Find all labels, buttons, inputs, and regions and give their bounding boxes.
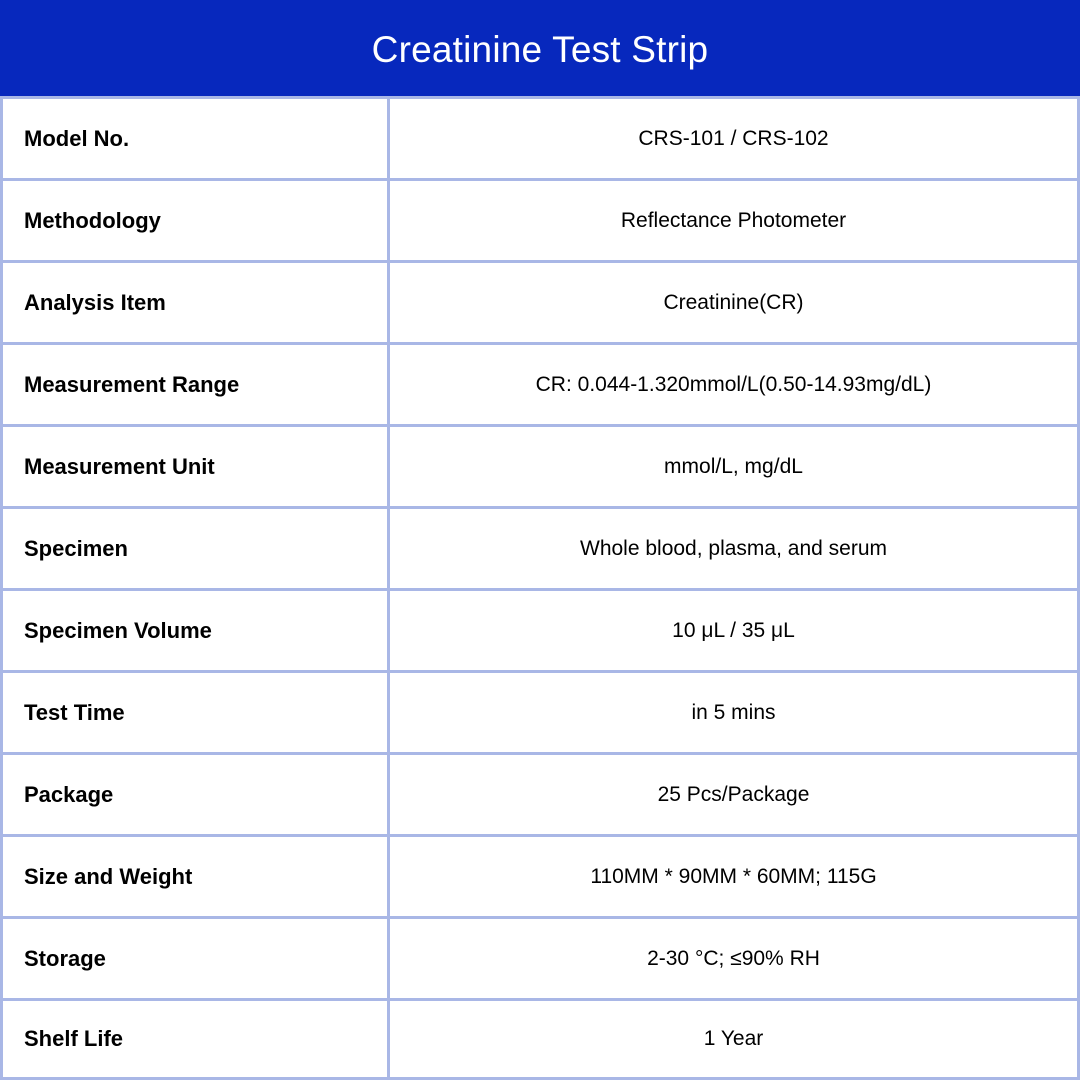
row-value: 10 μL / 35 μL <box>672 618 795 642</box>
table-row <box>3 178 1077 260</box>
row-value: CR: 0.044-1.320mmol/L(0.50-14.93mg/dL) <box>535 372 932 396</box>
row-value: Whole blood, plasma, and serum <box>580 536 887 560</box>
row-value: 2-30 °C; ≤90% RH <box>647 946 820 970</box>
table-row <box>3 670 1077 752</box>
row-label: Analysis Item <box>3 263 390 342</box>
table-row <box>3 424 1077 506</box>
row-value: Creatinine(CR) <box>663 290 804 314</box>
row-label: Specimen <box>3 509 390 588</box>
row-value: CRS-101 / CRS-102 <box>638 126 829 150</box>
table-row <box>3 506 1077 588</box>
row-value: Reflectance Photometer <box>620 208 847 232</box>
table-row <box>3 588 1077 670</box>
table-row <box>3 834 1077 916</box>
row-label: Package <box>3 755 390 834</box>
row-value: 25 Pcs/Package <box>657 782 810 806</box>
row-label: Test Time <box>3 673 390 752</box>
row-label: Specimen Volume <box>3 591 390 670</box>
row-label: Measurement Range <box>3 345 390 424</box>
row-label: Size and Weight <box>3 837 390 916</box>
row-value: mmol/L, mg/dL <box>664 454 803 478</box>
row-value: 1 Year <box>703 1027 764 1050</box>
table-row <box>3 752 1077 834</box>
spec-table <box>0 96 1080 1080</box>
table-row <box>3 96 1077 178</box>
row-value: 110MM * 90MM * 60MM; 115G <box>590 864 877 888</box>
table-row <box>3 916 1077 998</box>
row-value: in 5 mins <box>691 700 776 724</box>
row-label: Storage <box>3 919 390 998</box>
row-label: Model No. <box>3 99 390 178</box>
table-row <box>3 998 1077 1077</box>
row-label: Shelf Life <box>3 1001 390 1077</box>
table-row <box>3 260 1077 342</box>
table-row <box>3 342 1077 424</box>
row-label: Methodology <box>3 181 390 260</box>
title-banner <box>0 0 1080 97</box>
row-label: Measurement Unit <box>3 427 390 506</box>
page-title: Creatinine Test Strip <box>371 28 709 70</box>
